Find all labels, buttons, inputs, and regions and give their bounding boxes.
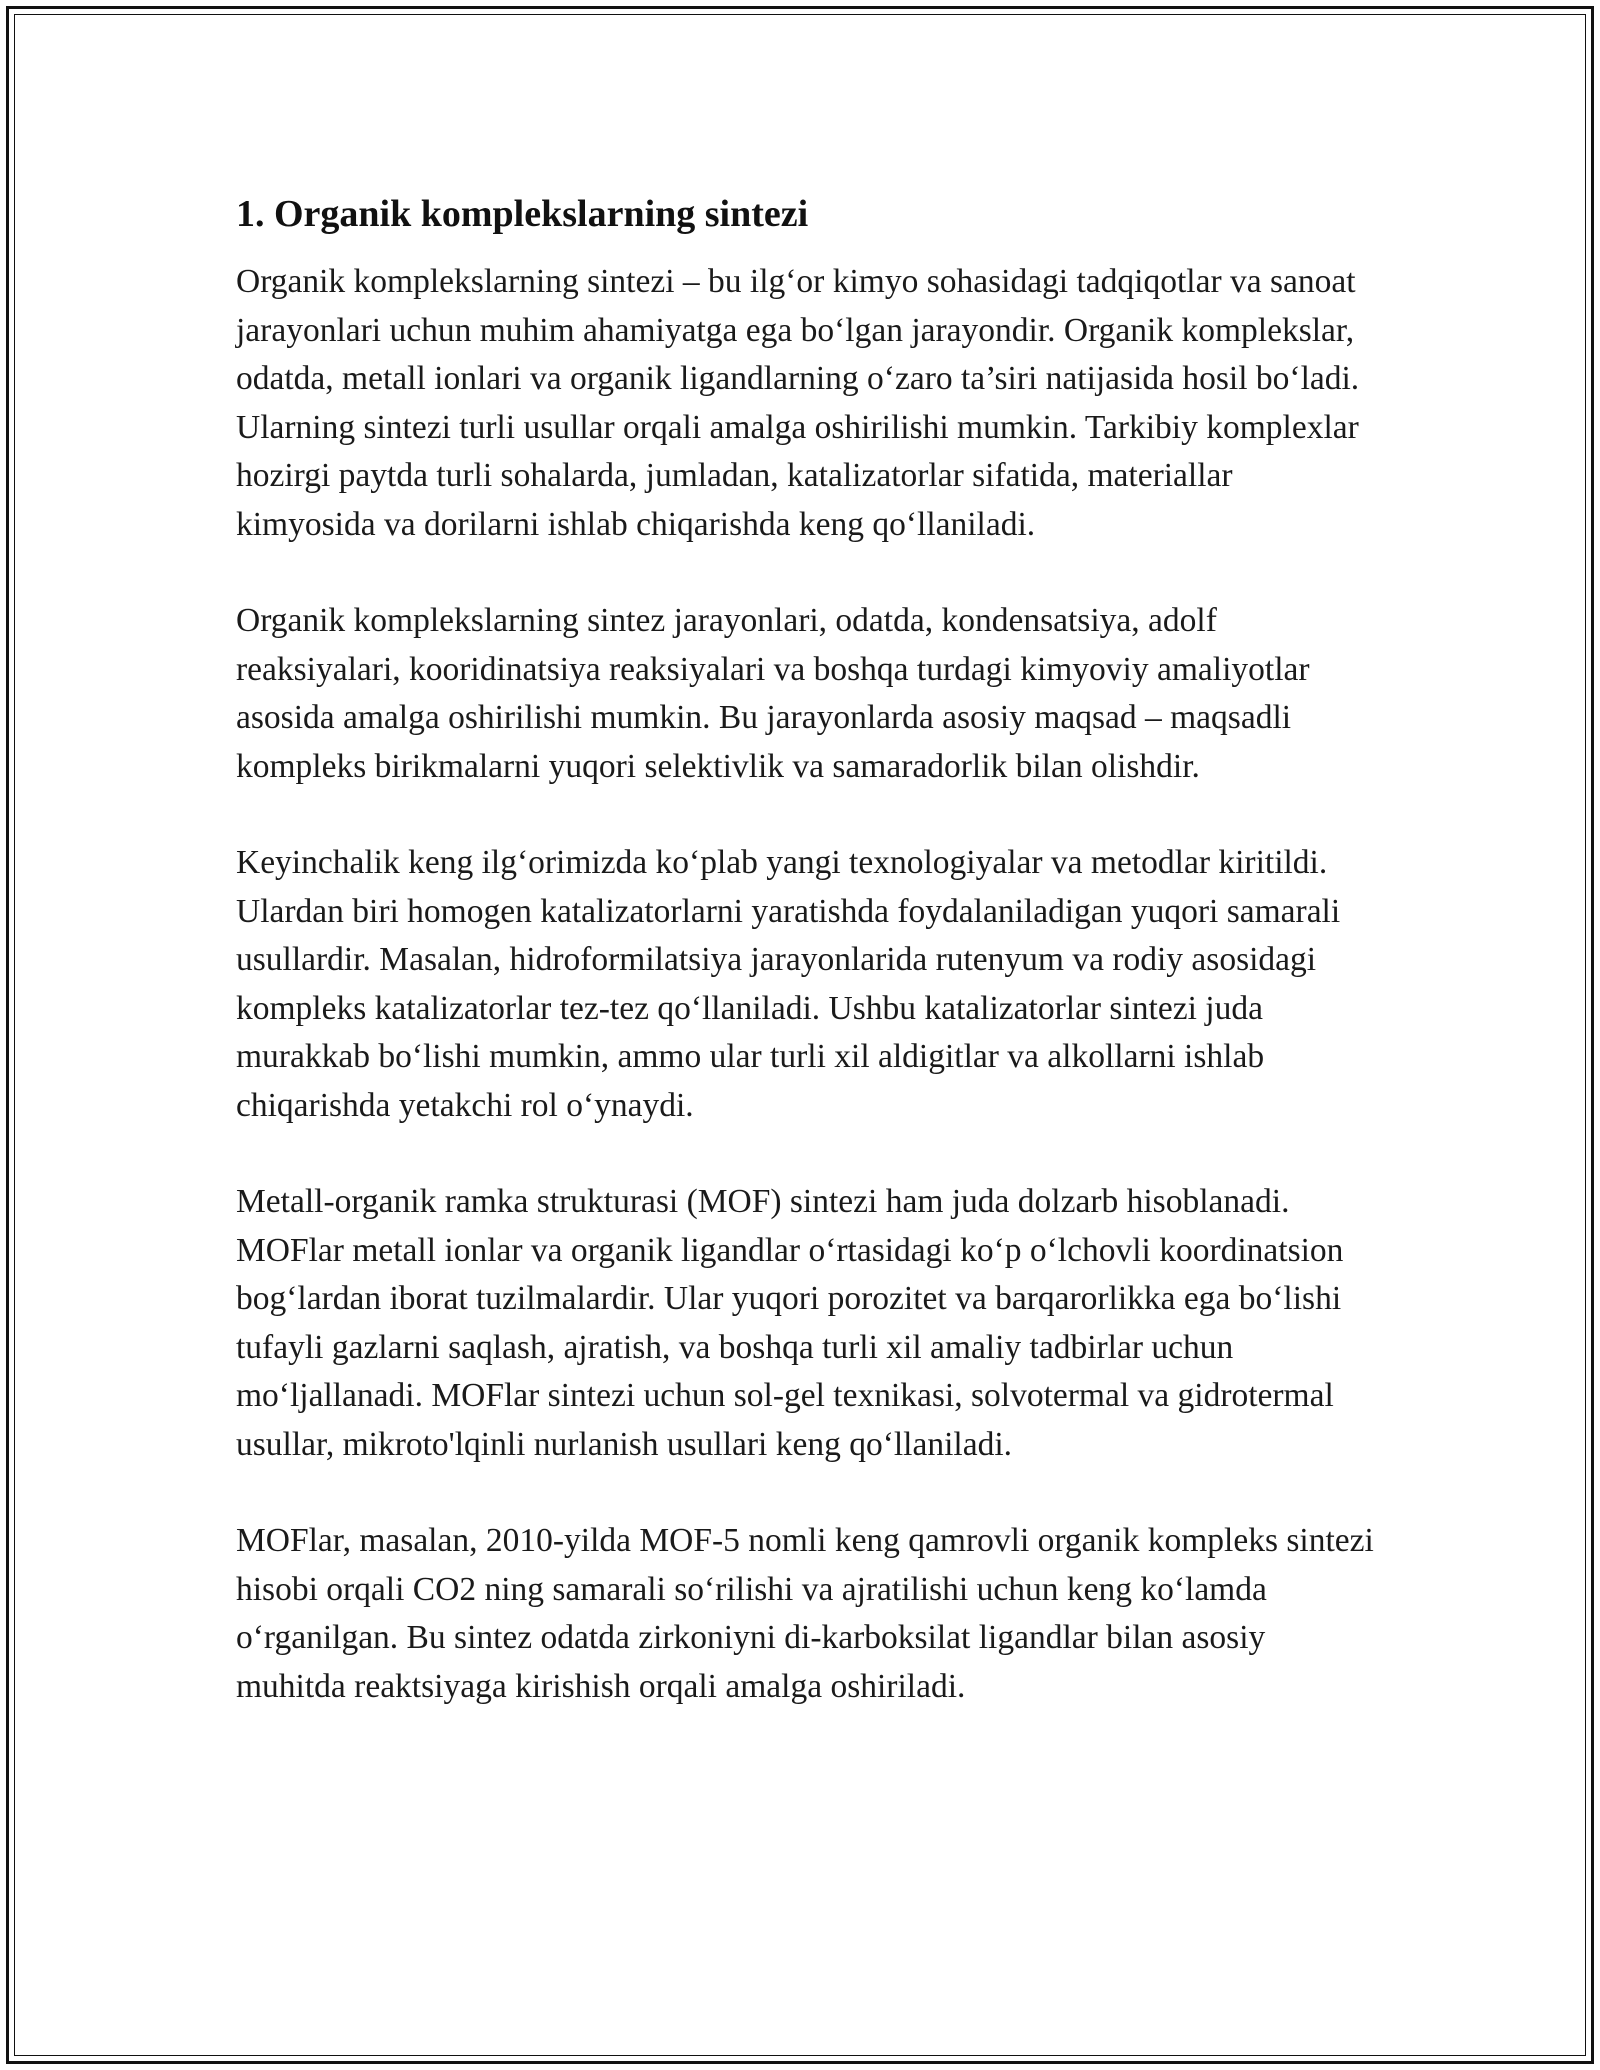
section-heading: 1. Organik komplekslarning sintezi	[236, 193, 809, 235]
paragraph-mof-example: MOFlar, masalan, 2010-yilda MOF-5 nomli keng qamrovli organik kompleks sintezi hisobi orqali CO2 ning samarali so‘rilishi va ajratilishi uchun keng ko‘lamda o‘rganilgan. Bu sintez odatda zirkoniyni di-karboksilat ligandlar bilan asosiy muhitda reaktsiyaga kirishish orqali amalga oshiriladi.	[236, 1522, 1374, 1705]
paragraph-intro: Organik komplekslarning sintezi – bu ilg‘or kimyo sohasidagi tadqiqotlar va sanoat jarayonlari uchun muhim ahamiyatga ega bo‘lgan jarayondir. Organik komplekslar, odatda, metall ionlari va organik ligandlarning o‘zaro ta’siri natijasida hosil bo‘ladi. Ularning sintezi turli usullar orqali amalga oshirilishi mumkin. Tarkibiy komplexlar hozirgi paytda turli sohalarda, jumladan, katalizatorlar sifatida, materiallar kimyosida va dorilarni ishlab chiqarishda keng qo‘llaniladi.	[236, 263, 1360, 543]
paragraph-new-technologies: Keyinchalik keng ilg‘orimizda ko‘plab yangi texnologiyalar va metodlar kiritildi. Ulardan biri homogen katalizatorlarni yaratishda foydalaniladigan yuqori samarali usullardir. Masalan, hidroformilatsiya jarayonlarida rutenyum va rodiy asosidagi kompleks katalizatorlar tez-tez qo‘llaniladi. Ushbu katalizatorlar sintezi juda murakkab bo‘lishi mumkin, ammo ular turli xil aldigitlar va alkollarni ishlab chiqarishda yetakchi rol o‘ynaydi.	[236, 844, 1341, 1124]
paragraph-mof-synthesis: Metall-organik ramka strukturasi (MOF) sintezi ham juda dolzarb hisoblanadi. MOFlar metall ionlar va organik ligandlar o‘rtasidagi ko‘p o‘lchovli koordinatsion bog‘lardan iborat tuzilmalardir. Ular yuqori porozitet va barqarorlikka ega bo‘lishi tufayli gazlarni saqlash, ajratish, va boshqa turli xil amaliy tadbirlar uchun mo‘ljallanadi. MOFlar sintezi uchun sol-gel texnikasi, solvotermal va gidrotermal usullar, mikroto'lqinli nurlanish usullari keng qo‘llaniladi.	[236, 1183, 1344, 1463]
paragraph-synthesis-processes: Organik komplekslarning sintez jarayonlari, odatda, kondensatsiya, adolf reaksiyalari, kooridinatsiya reaksiyalari va boshqa turdagi kimyoviy amaliyotlar asosida amalga oshirilishi mumkin. Bu jarayonlarda asosiy maqsad – maqsadli kompleks birikmalarni yuqori selektivlik va samaradorlik bilan olishdir.	[236, 602, 1310, 785]
document-body	[236, 188, 1376, 1759]
